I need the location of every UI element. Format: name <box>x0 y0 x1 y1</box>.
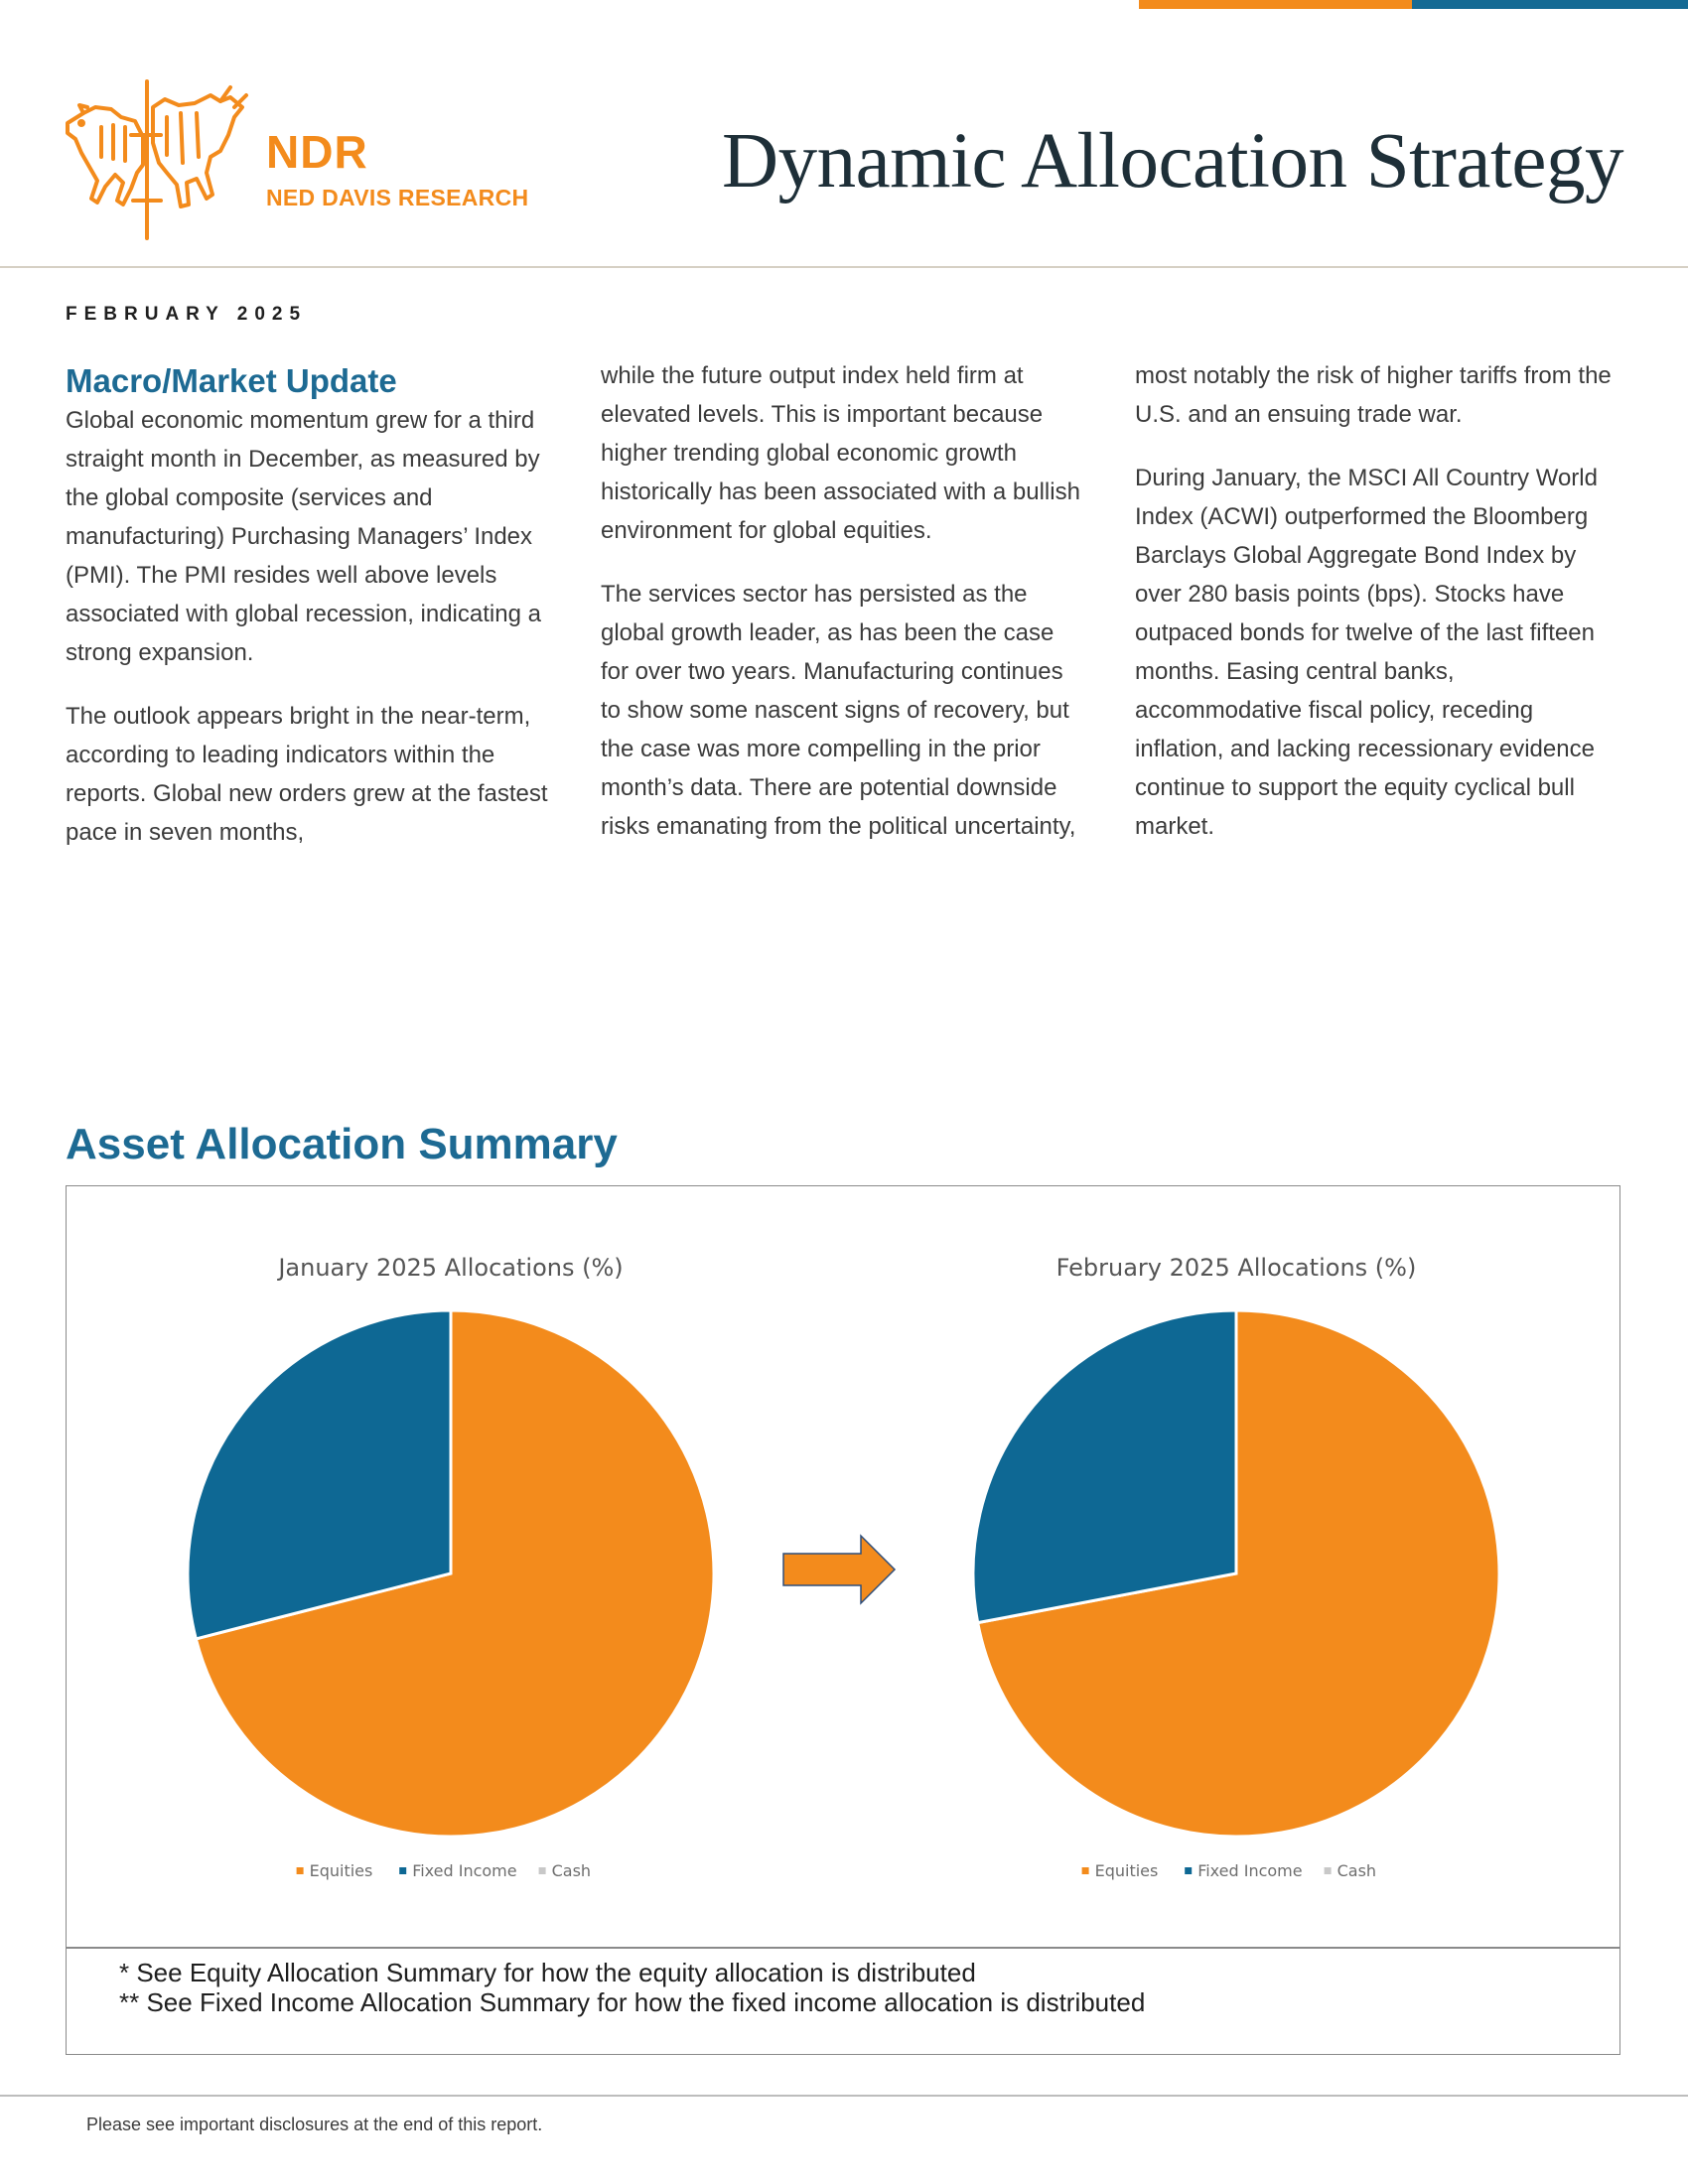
paragraph: The outlook appears bright in the near-term, according to leading indicators within the reports. Global new orders grew at the fastest pace in seven months, <box>66 703 548 846</box>
section-heading-macro: Macro/Market Update <box>66 362 397 399</box>
disclosure-note: Please see important disclosures at the end of this report. <box>86 2115 543 2134</box>
arrow-right-icon <box>783 1536 895 1603</box>
paragraph: while the future output index held firm at elevated levels. This is important because higher trending global economic growth historically has been associated with a bullish environment for global equities. <box>601 362 1080 544</box>
text-column-2 <box>601 356 1087 871</box>
chart-2-title: February 2025 Allocations (%) <box>1055 1254 1417 1282</box>
chart-1-legend-swatch <box>399 1867 406 1874</box>
chart-2-slice-fixed-income <box>973 1310 1236 1623</box>
footer-divider <box>0 2095 1688 2097</box>
allocation-charts <box>67 1186 1621 1947</box>
top-accent-bar-blue <box>1412 0 1688 9</box>
chart-1-legend-label: Fixed Income <box>412 1861 517 1880</box>
text-column-3 <box>1135 356 1621 871</box>
bull-bear-logo-icon <box>62 77 250 242</box>
chart-2-legend-swatch <box>1082 1867 1089 1874</box>
paragraph: most notably the risk of higher tariffs from the U.S. and an ensuing trade war. <box>1135 362 1612 428</box>
section-heading-summary: Asset Allocation Summary <box>66 1120 618 1168</box>
top-accent-bar-orange <box>1139 0 1412 9</box>
paragraph: During January, the MSCI All Country World Index (ACWI) outperformed the Bloomberg Barclays Global Aggregate Bond Index by over 280 basis points (bps). Stocks have outpaced bonds for twelve of the last fifteen months. Easing central banks, accommodative fiscal policy, receding inflation, and lacking recessionary evidence continue to support the equity cyclical bull market. <box>1135 465 1598 840</box>
footnote: * See Equity Allocation Summary for how the equity allocation is distributed <box>119 1958 976 1987</box>
chart-1-legend-label: Cash <box>551 1861 592 1880</box>
chart-1-title: January 2025 Allocations (%) <box>278 1254 624 1282</box>
text-column-1 <box>66 361 552 877</box>
chart-2-legend-label: Fixed Income <box>1197 1861 1303 1880</box>
brand-subtitle: NED DAVIS RESEARCH <box>266 185 529 210</box>
report-date: FEBRUARY 2025 <box>66 304 308 325</box>
chart-1-legend-label: Equities <box>309 1861 373 1880</box>
chart-2-legend-swatch <box>1185 1867 1192 1874</box>
allocation-summary-box <box>66 1185 1620 2055</box>
footnote: ** See Fixed Income Allocation Summary for how the fixed income allocation is distributed <box>119 1987 1146 2017</box>
paragraph: Global economic momentum grew for a third straight month in December, as measured by the global composite (services and manufacturing) Purchasing Managers’ Index (PMI). The PMI resides well above levels associated with global recession, indicating a strong expansion. <box>66 407 541 666</box>
chart-1-legend-swatch <box>297 1867 304 1874</box>
footnotes <box>119 1958 1145 2017</box>
summary-divider <box>67 1947 1619 1949</box>
chart-2-legend-label: Cash <box>1336 1861 1377 1880</box>
page-title: Dynamic Allocation Strategy <box>722 118 1623 205</box>
header-divider <box>0 266 1688 268</box>
chart-1-legend-swatch <box>539 1867 546 1874</box>
chart-2-legend-swatch <box>1325 1867 1332 1874</box>
brand-name: NDR <box>266 126 368 178</box>
paragraph: The services sector has persisted as the global growth leader, as has been the case for over two years. Manufacturing continues to show some nascent signs of recovery, but the case was more compelling in the prior month’s data. There are potential downside risks emanating from the political uncertainty, <box>601 581 1076 840</box>
chart-2-legend-label: Equities <box>1094 1861 1159 1880</box>
